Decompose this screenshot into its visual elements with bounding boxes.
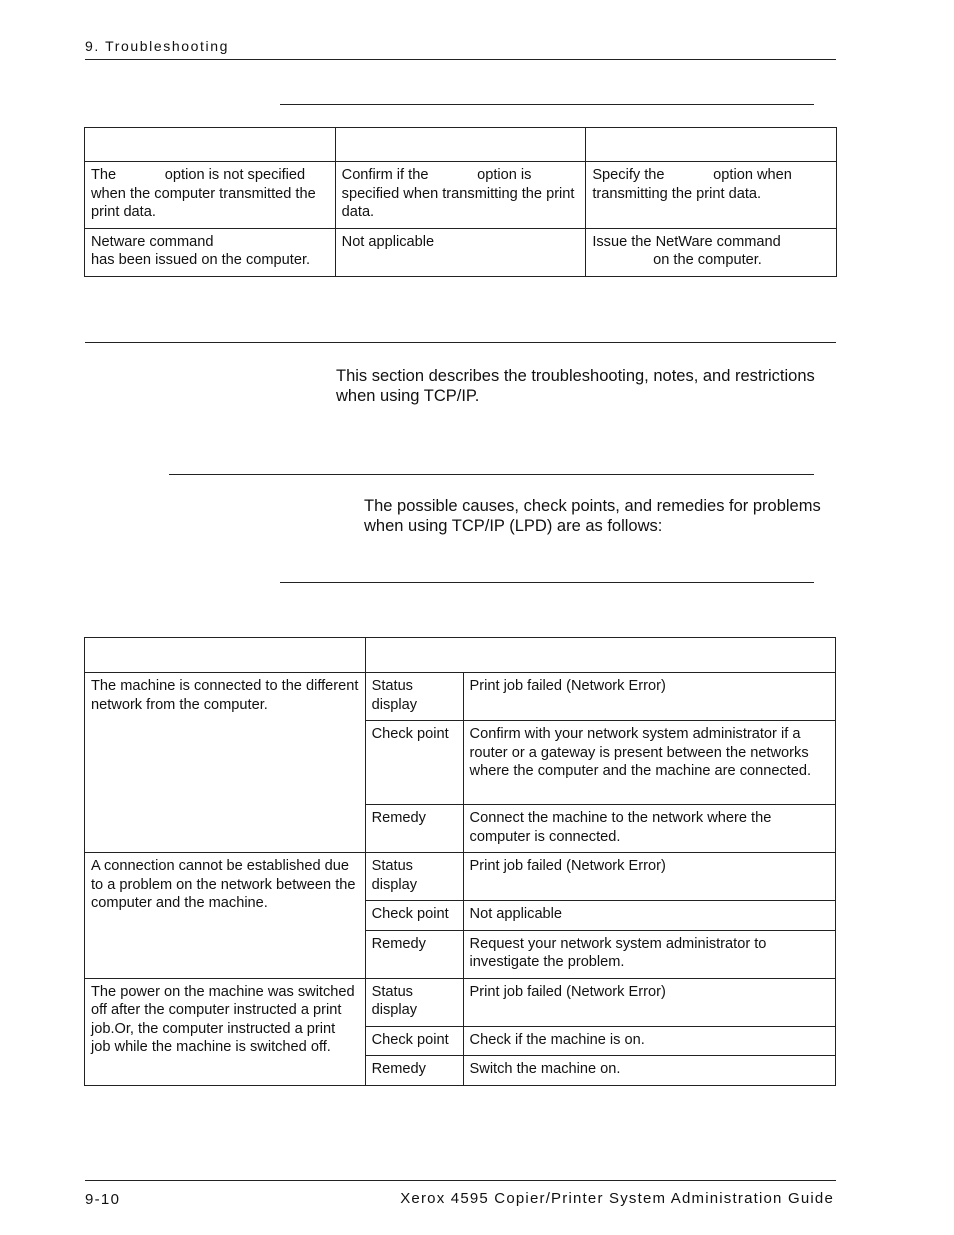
table-row [85,853,836,901]
item-value-cell: Switch the machine on. [463,1056,835,1086]
item-value-cell: Print job failed (Network Error) [463,853,835,901]
lpd-intro-text: The possible causes, check points, and remedies for problems when using TCP/IP (LPD) are as follows: [364,497,821,535]
cause-cell: The power on the machine was switched off after the computer instructed a print job.Or, the computer instructed a print job while the machine is switched off. [85,978,366,1085]
table-row [85,978,836,1026]
running-header: 9. Troubleshooting [85,38,229,54]
cause-cell: A connection cannot be established due to a problem on the network between the computer and the machine. [85,853,366,979]
item-label-cell: Check point [365,1026,463,1056]
footer-rule [85,1180,836,1181]
item-label-cell: Status display [365,673,463,721]
item-value-cell: Connect the machine to the network where the computer is connected. [463,805,835,853]
item-value-cell: Not applicable [463,901,835,931]
item-value-cell: Print job failed (Network Error) [463,673,835,721]
section-rule [85,342,836,343]
item-label-cell: Check point [365,901,463,931]
table-header-details [365,638,835,673]
table-header-row [85,638,836,673]
page-number: 9-10 [85,1191,121,1208]
item-label-cell: Remedy [365,1056,463,1086]
table1-title-rule [280,104,814,105]
lpd-troubleshooting-table [84,637,836,1086]
item-label-cell: Remedy [365,805,463,853]
table-header-remedy [586,128,837,162]
tcpip-intro-text: This section describes the troubleshooting, notes, and restrictions when using TCP/IP. [336,367,815,405]
table-cell: Confirm if the option is specified when transmitting the print data. [335,162,586,229]
item-label-cell: Status display [365,978,463,1026]
item-value-cell: Confirm with your network system administrator if a router or a gateway is present between the networks where the computer and the machine are connected. [463,721,835,805]
header-rule [85,59,836,60]
table2-title-rule [280,582,814,583]
item-label-cell: Remedy [365,930,463,978]
subsection-rule [169,474,814,475]
table-row [85,162,837,229]
table-cell: Specify the option when transmitting the print data. [586,162,837,229]
table-cell: Netware command has been issued on the computer. [85,228,336,276]
table-header-check [335,128,586,162]
netware-troubleshooting-table [84,127,837,277]
table-cell: The option is not specified when the computer transmitted the print data. [85,162,336,229]
table-row [85,228,837,276]
table-header-cause [85,638,366,673]
table-cell: Issue the NetWare command on the computer. [586,228,837,276]
item-label-cell: Check point [365,721,463,805]
cause-cell: The machine is connected to the different network from the computer. [85,673,366,853]
table-cell: Not applicable [335,228,586,276]
table-header-cause [85,128,336,162]
table-header-row [85,128,837,162]
guide-title: Xerox 4595 Copier/Printer System Administration Guide [400,1190,834,1207]
table-row [85,673,836,721]
item-value-cell: Print job failed (Network Error) [463,978,835,1026]
item-label-cell: Status display [365,853,463,901]
item-value-cell: Request your network system administrator to investigate the problem. [463,930,835,978]
item-value-cell: Check if the machine is on. [463,1026,835,1056]
